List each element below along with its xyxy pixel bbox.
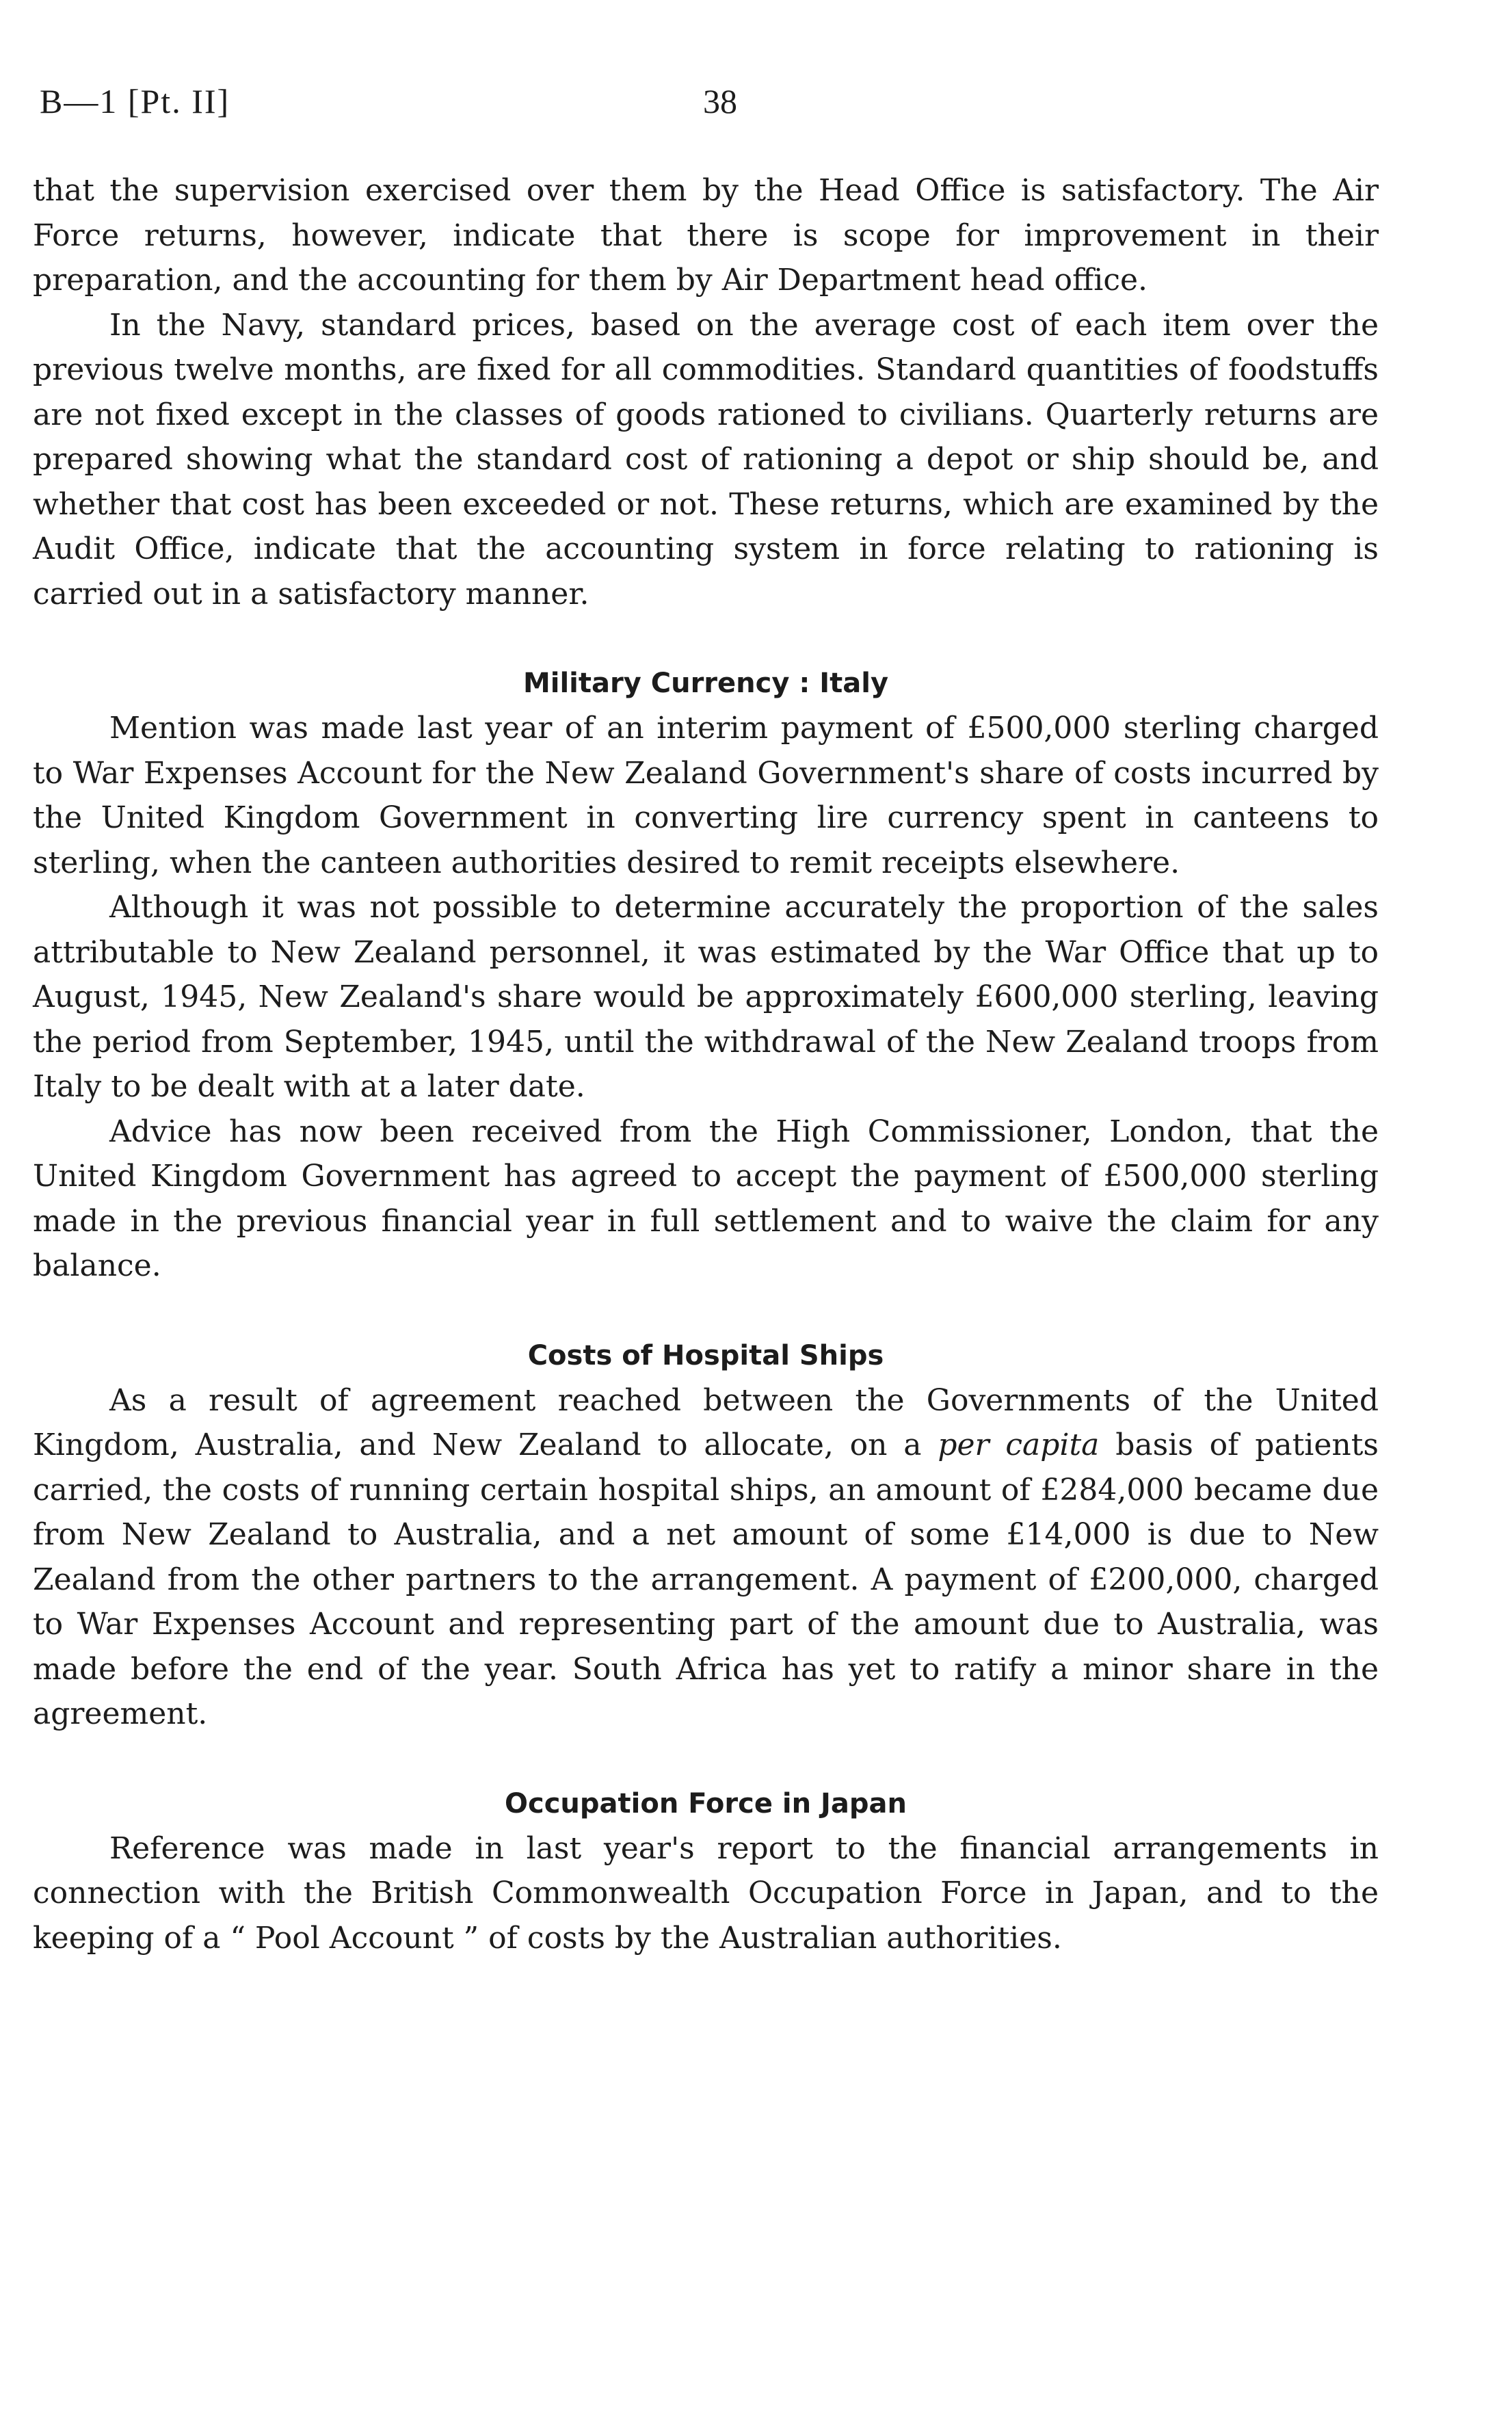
occupation-japan-paragraph: Reference was made in last year's report to the financial arrangements in connection with the British Commonwealth Occupation Force in Japan, and to the keeping of a “ Pool Account ” of costs by the Australian authorities. bbox=[33, 1830, 1379, 1956]
hospital-ships-text-end: basis of patients carried, the costs of running certain hospital ships, an amount of £284,000 became due from New Zealand to Australia, and a net amount of some £14,000 is due to New Zealand from the other partners to the arrangement. A payment of £200,000, charged to War Expenses Account and representing part of the amount due to Australia, was made before the end of the year. South Africa has yet to ratify a minor share in the agreement. bbox=[33, 1428, 1379, 1731]
section-heading-military-currency: Military Currency : Italy bbox=[522, 668, 889, 699]
military-currency-paragraph-1: Mention was made last year of an interim payment of £500,000 sterling charged to War Expenses Account for the New Zealand Government's share of costs incurred by the United Kingdom Government in converting lire currency spent in canteens to sterling, when the canteen authorities desired to remit receipts elsewhere. bbox=[33, 711, 1379, 880]
hospital-ships-paragraph bbox=[33, 1378, 1379, 1737]
intro-paragraph-navy: In the Navy, standard prices, based on the average cost of each item over the previous twelve months, are fixed for all commodities. Standard quantities of foodstuffs are not fixed except in the classes of goods rationed to civilians. Quarterly returns are prepared showing what the standard cost of rationing a depot or ship should be, and whether that cost has been exceeded or not. These returns, which are examined by the Audit Office, indicate that the accounting system in force relating to rationing is carried out in a satisfactory manner. bbox=[33, 307, 1379, 612]
running-header bbox=[33, 74, 1379, 129]
document-reference: B—1 [Pt. II] bbox=[40, 82, 230, 120]
section-heading-hospital-ships: Costs of Hospital Ships bbox=[527, 1339, 884, 1371]
document-page bbox=[33, 74, 1379, 1956]
hospital-ships-text-start: As a result of agreement reached between the Governments of the United Kingdom, Australia, and New Zealand to allocate, on a bbox=[33, 1382, 1379, 1462]
section-heading-occupation-japan: Occupation Force in Japan bbox=[504, 1787, 907, 1819]
intro-paragraph-1: that the supervision exercised over them by the Head Office is satisfactory. The Air Force returns, however, indicate that there is scope for improvement in their preparation, and the accounting for them by Air Department head office. bbox=[33, 173, 1379, 298]
page-number: 38 bbox=[703, 82, 737, 120]
page-body bbox=[33, 168, 1379, 1960]
per-capita-italic: per capita bbox=[938, 1428, 1100, 1462]
military-currency-paragraph-3: Advice has now been received from the High Commissioner, London, that the United Kingdom Government has agreed to accept the payment of £500,000 sterling made in the previous financial year in full settlement and to waive the claim for any balance. bbox=[33, 1114, 1379, 1283]
military-currency-paragraph-2: Although it was not possible to determine accurately the proportion of the sales attributable to New Zealand personnel, it was estimated by the War Office that up to August, 1945, New Zealand's share would be approximately £600,000 sterling, leaving the period from September, 1945, until the withdrawal of the New Zealand troops from Italy to be dealt with at a later date. bbox=[33, 890, 1379, 1104]
